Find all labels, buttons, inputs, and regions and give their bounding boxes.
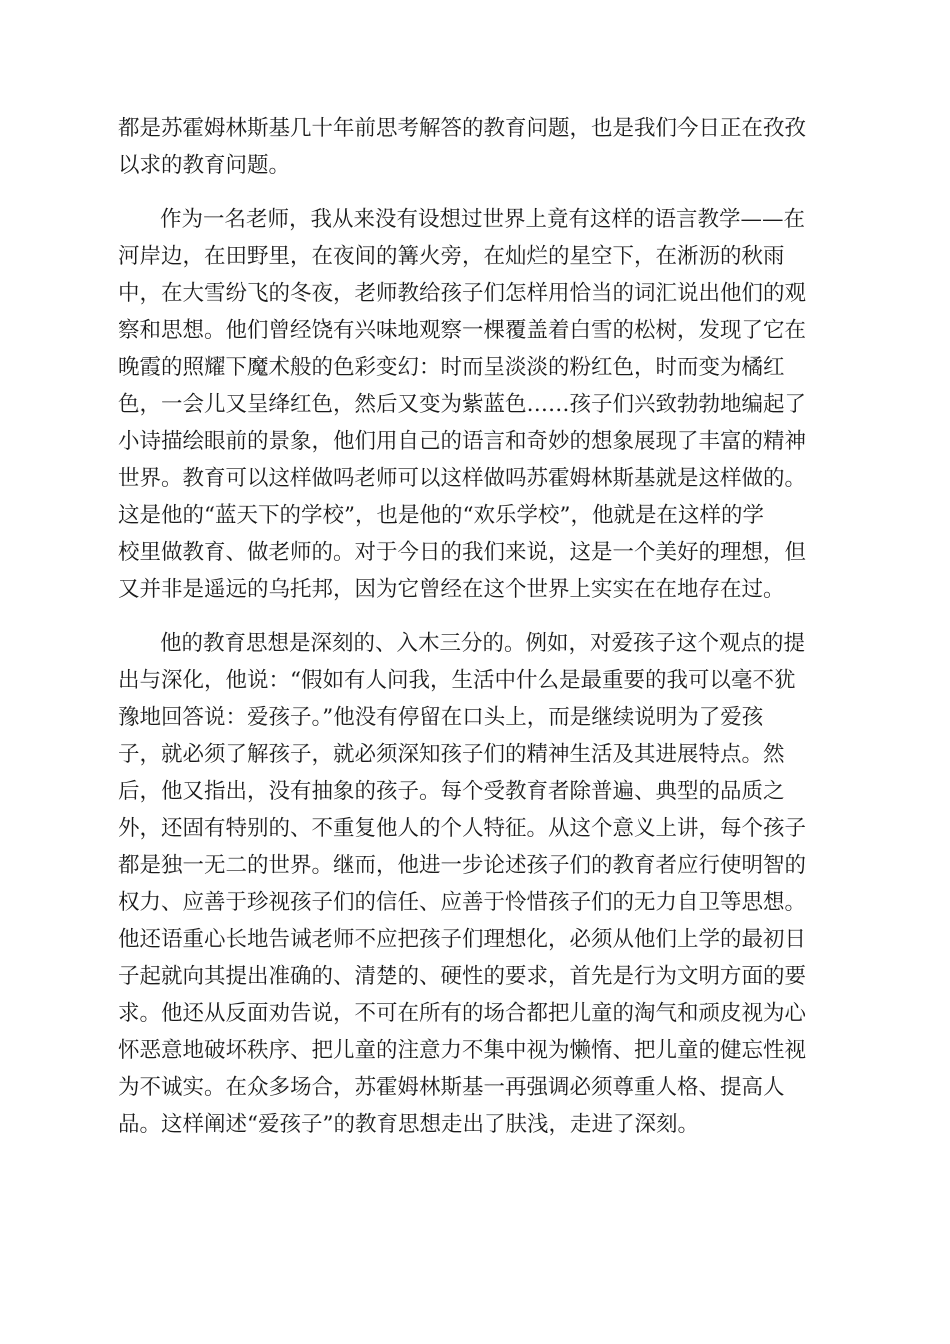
text-line: 他的教育思想是深刻的、入木三分的。例如，对爱孩子这个观点的提 [160,631,806,656]
text-line: 中，在大雪纷飞的冬夜，老师教给孩子们怎样用恰当的词汇说出他们的观 [118,281,807,306]
text-line: 为不诚实。在众多场合，苏霍姆林斯基一再强调必须尊重人格、提高人 [118,1075,785,1100]
text-line: 豫地回答说：爱孩子。”他没有停留在口头上，而是继续说明为了爱孩 [118,705,764,730]
text-line: 品。这样阐述“爱孩子”的教育思想走出了肤浅，走进了深刻。 [118,1112,699,1137]
text-line: 出与深化，他说：“假如有人问我，生活中什么是最重要的我可以毫不犹 [118,668,796,693]
text-line: 外，还固有特别的、不重复他人的个人特征。从这个意义上讲，每个孩子 [118,816,807,841]
text-line: 这是他的“蓝天下的学校”，也是他的“欢乐学校”，他就是在这样的学 [118,503,764,528]
text-line: 晚霞的照耀下魔术般的色彩变幻：时而呈淡淡的粉红色，时而变为橘红 [118,355,785,380]
text-line: 后，他又指出，没有抽象的孩子。每个受教育者除普遍、典型的品质之 [118,779,785,804]
text-line: 都是苏霍姆林斯基几十年前思考解答的教育问题，也是我们今日正在孜孜 [118,116,807,141]
text-line: 怀恶意地破坏秩序、把儿童的注意力不集中视为懒惰、把儿童的健忘性视 [118,1038,807,1063]
text-line: 河岸边，在田野里，在夜间的篝火旁，在灿烂的星空下，在淅沥的秋雨 [118,244,785,269]
text-line: 世界。教育可以这样做吗老师可以这样做吗苏霍姆林斯基就是这样做的。 [118,466,807,491]
text-line: 求。他还从反面劝告说，不可在所有的场合都把儿童的淘气和顽皮视为心 [118,1001,807,1026]
text-line: 校里做教育、做老师的。对于今日的我们来说，这是一个美好的理想，但 [118,540,807,565]
text-line: 色，一会儿又呈绛红色，然后又变为紫蓝色……孩子们兴致勃勃地编起了 [118,392,807,417]
text-line: 都是独一无二的世界。继而，他进一步论述孩子们的教育者应行使明智的 [118,853,807,878]
text-line: 以求的教育问题。 [118,153,291,178]
text-line: 权力、应善于珍视孩子们的信任、应善于怜惜孩子们的无力自卫等思想。 [118,890,807,915]
text-line: 他还语重心长地告诫老师不应把孩子们理想化，必须从他们上学的最初日 [118,927,807,952]
text-line: 小诗描绘眼前的景象，他们用自己的语言和奇妙的想象展现了丰富的精神 [118,429,807,454]
text-line: 察和思想。他们曾经饶有兴味地观察一棵覆盖着白雪的松树，发现了它在 [118,318,807,343]
text-line: 子起就向其提出准确的、清楚的、硬性的要求，首先是行为文明方面的要 [118,964,807,989]
text-line: 作为一名老师，我从来没有设想过世界上竟有这样的语言教学——在 [160,207,806,232]
text-line: 子，就必须了解孩子，就必须深知孩子们的精神生活及其进展特点。然 [118,742,785,767]
text-line: 又并非是遥远的乌托邦，因为它曾经在这个世界上实实在在地存在过。 [118,577,785,602]
